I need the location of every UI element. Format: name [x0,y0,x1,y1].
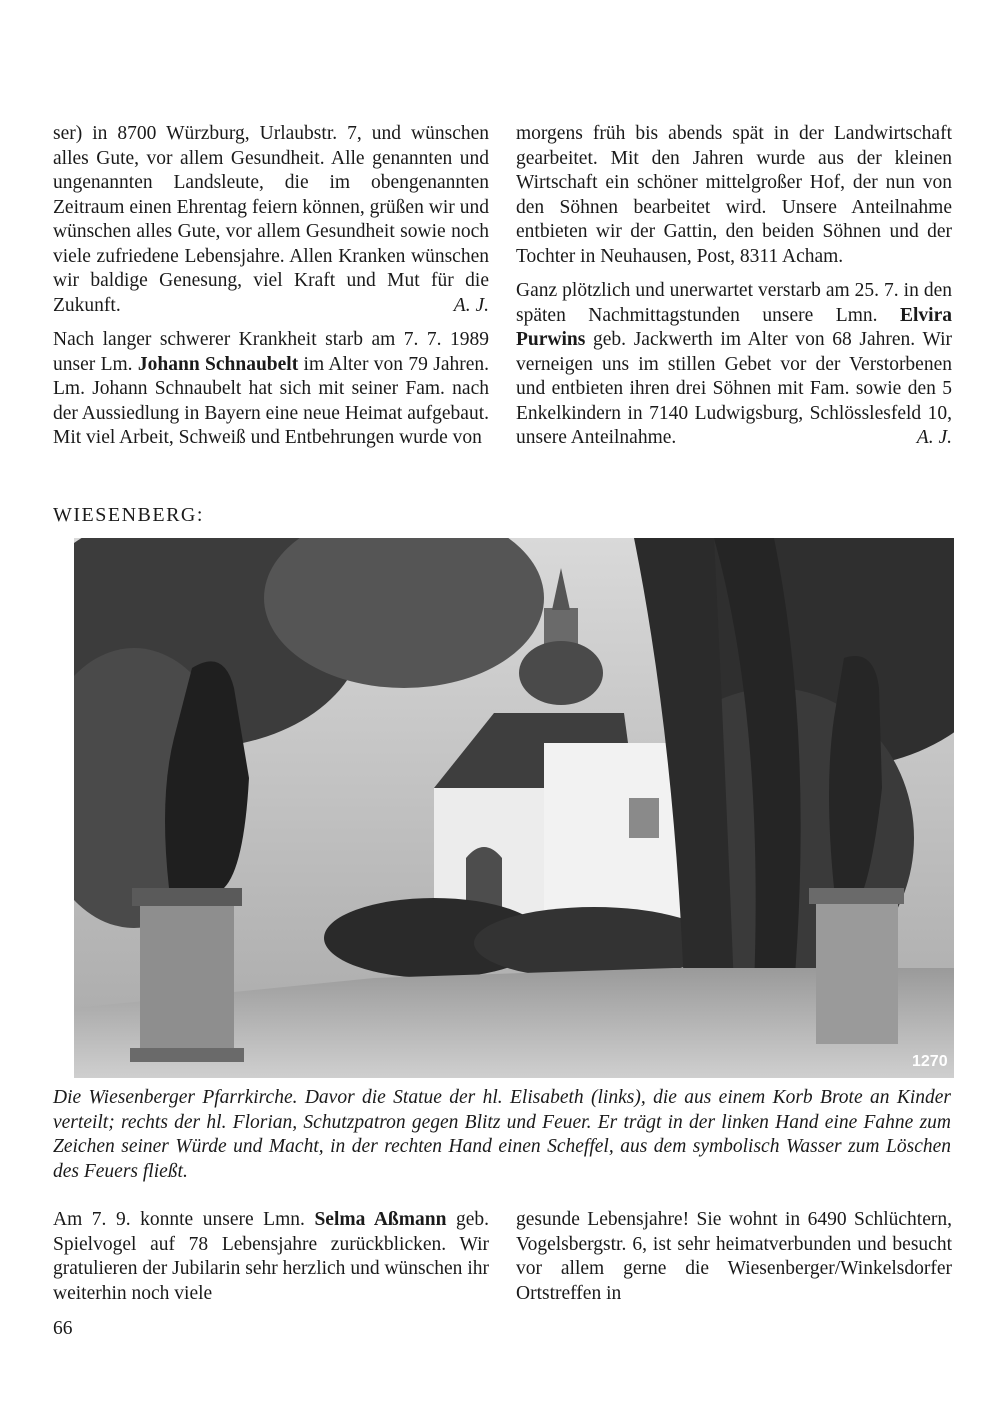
section-heading: WIESENBERG: [53,504,204,526]
right-column-top [516,122,952,461]
photo-number: 1270 [912,1053,948,1070]
greetings-paragraph: ser) in 8700 Würzburg, Urlaubstr. 7, und wünschen alles Gute, vor allem Gesundheit. Alle genannten und ungenannten Landsleute, die im obengenannten Zeitraum einen Ehrentag feiern können, grüßen wir und wünschen alles Gute, vor allem Gesundheit sowie noch viele zufriedene Lebensjahre. Allen Kranken wünschen wir baldige Genesung, viel Kraft und Mut für die Zukunft. A. J. [53,122,489,318]
obituary-schnaubelt: Nach langer schwerer Krankheit starb am 7. 7. 1989 unser Lm. Johann Schnaubelt im Alter von 79 Jahren. Lm. Johann Schnaubelt hat sich mit seiner Fam. nach der Aussiedlung in Bayern eine neue Heimat aufgebaut. Mit viel Arbeit, Schweiß und Entbehrungen wurde von [53,329,489,448]
left-column-top [53,122,489,461]
church-photo [74,538,954,1078]
pedestal-left [140,906,234,1054]
pedestal-right [816,904,898,1044]
birthday-assmann: Am 7. 9. konnte unsere Lmn. Selma Aßmann geb. Spielvogel auf 78 Lebensjahre zurückblicken. Wir gratulieren der Jubilarin sehr herzlich und wünschen ihr weiterhin noch viele [53,1209,490,1304]
photo-caption: Die Wiesenberger Pfarrkirche. Davor die Statue der hl. Elisabeth (links), die aus einem Korb Brote an Kinder verteilt; rechts der hl. Florian, Schutzpatron gegen Blitz und Feuer. Er trägt in der linken Hand eine Fahne zum Zeichen seiner Würde und Macht, in der rechten Hand einen Scheffel, aus dem symbolisch Wasser zum Löschen des Feuers fließt. [53,1087,951,1182]
person-name: Selma Aßmann [314,1209,447,1230]
person-name: Elvira Purwins [516,304,952,350]
left-column-bottom [53,1208,489,1316]
signature: A. J. [453,294,489,316]
birthday-continuation: gesunde Lebensjahre! Sie wohnt in 6490 Schlüchtern, Vogelsbergstr. 6, ist sehr heimatverbunden und besucht vor allem gerne die Wiesenberger/Winkelsdorfer Ortstreffen in [516,1209,952,1304]
person-name: Johann Schnaubelt [137,353,299,375]
obituary-purwins: Ganz plötzlich und unerwartet verstarb am 25. 7. in den späten Nachmittagstunden unsere Lmn. Elvira Purwins geb. Jackwerth im Alter von 68 Jahren. Wir verneigen uns im stillen Gebet vor der Verstorbenen und entbieten ihren drei Söhnen mit Fam. sowie den 5 Enkelkindern in 7140 Ludwigsburg, Schlösslesfeld 10, unsere Anteilnahme. A. J. [516,279,952,451]
signature: A. J. [916,427,952,448]
page-number: 66 [53,1318,73,1339]
obituary-continuation: morgens früh bis abends spät in der Landwirtschaft gearbeitet. Mit den Jahren wurde aus der kleinen Wirtschaft ein schöner mittelgroßer Hof, der nun von den Söhnen bearbeitet wird. Unsere Anteilnahme entbieten wir der Gattin, den beiden Söhnen und der Tochter in Neuhausen, Post, 8311 Acham. [516,123,952,267]
church-dome [519,641,603,705]
right-column-bottom [516,1208,952,1316]
church-photo-illustration [74,538,954,1078]
